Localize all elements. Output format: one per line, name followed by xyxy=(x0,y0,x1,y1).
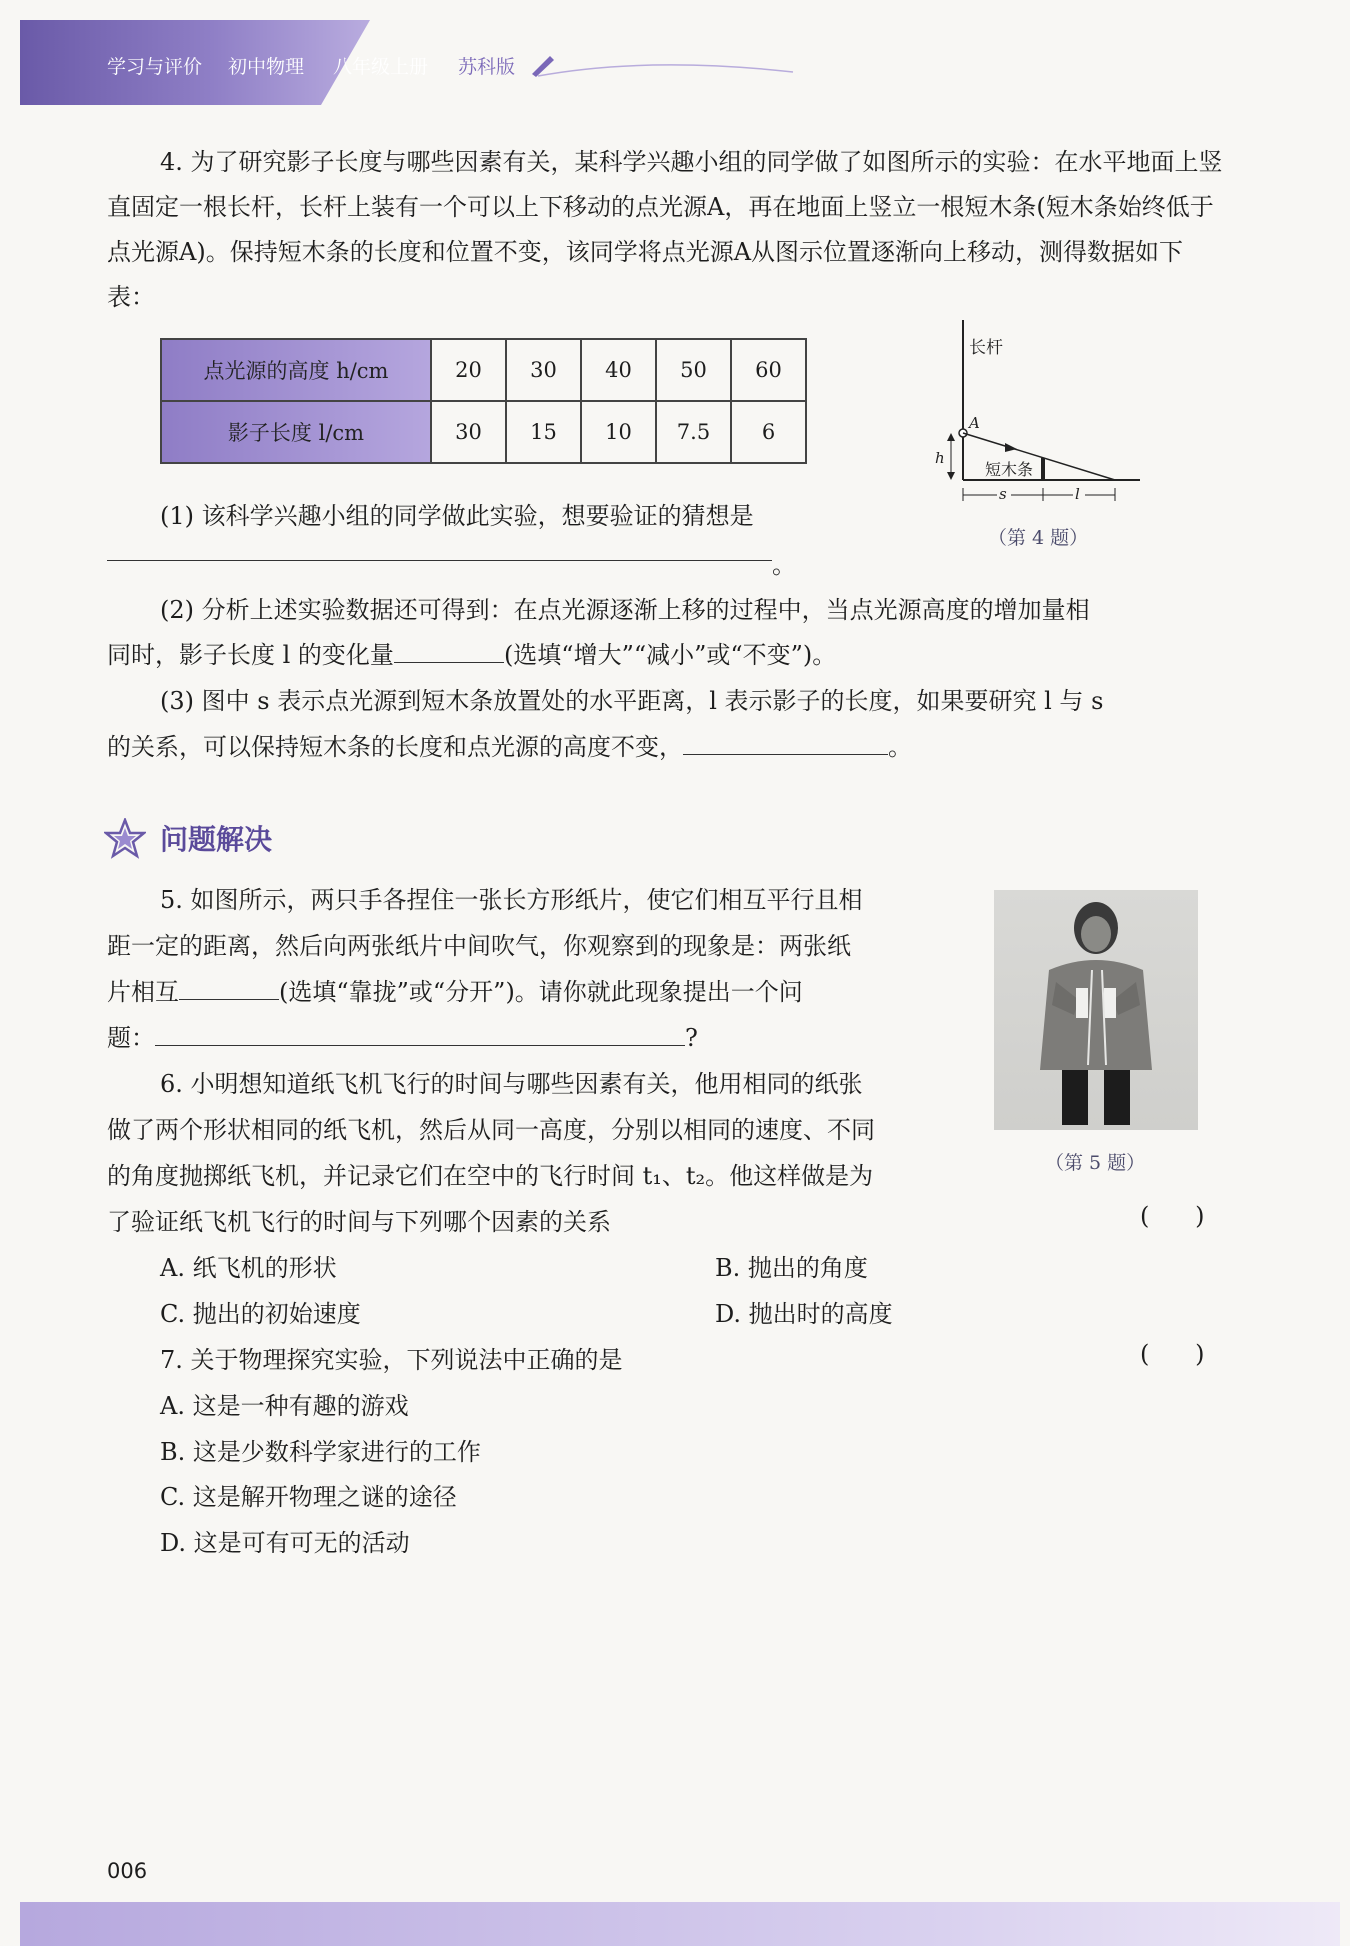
table-row xyxy=(161,401,806,463)
pen-icon xyxy=(528,50,798,80)
page-number: 006 xyxy=(107,1859,148,1883)
q4-sub2-line2: 同时，影子长度 l 的变化量 xyxy=(107,641,394,669)
q7-option-a: A. 这是一种有趣的游戏 xyxy=(160,1392,409,1420)
q5-line1: 5. 如图所示，两只手各捏住一张长方形纸片，使它们相互平行且相 xyxy=(160,886,863,914)
q5-line3-start: 片相互 xyxy=(107,978,179,1006)
q5-question-blank[interactable] xyxy=(155,1023,685,1046)
ray-arrow xyxy=(1005,443,1017,452)
table-cell: 30 xyxy=(431,401,506,463)
table-cell: 30 xyxy=(506,339,581,401)
pole-label: 长杆 xyxy=(969,338,1003,358)
q6-answer-parentheses[interactable]: ( ) xyxy=(1140,1202,1205,1230)
q4-stem: 4. 为了研究影子长度与哪些因素有关，某科学兴趣小组的同学做了如图所示的实验：在水平地面上竖直固定一根长杆，长杆上装有一个可以上下移动的点光源A，再在地面上竖立一根短木条(短木条始终低于点光源A)。保持短木条的长度和位置不变，该同学将点光源A从图示位置逐渐向上移动，测得数据如下表： xyxy=(107,148,1223,311)
q5-answer-blank[interactable] xyxy=(179,977,279,1000)
table-cell: 15 xyxy=(506,401,581,463)
l-label: l xyxy=(1075,485,1080,503)
q6-line3: 的角度抛掷纸飞机，并记录它们在空中的飞行时间 t₁、t₂。他这样做是为 xyxy=(107,1162,874,1190)
section-title: 问题解决 xyxy=(160,823,273,856)
q5-line2: 距一定的距离，然后向两张纸片中间吹气，你观察到的现象是：两张纸 xyxy=(107,932,851,960)
q6-line4: 了验证纸飞机飞行的时间与下列哪个因素的关系 xyxy=(107,1208,611,1236)
header-grade: 八年级上册 xyxy=(333,56,429,78)
table-cell: 6 xyxy=(731,401,806,463)
q4-sub3-line1: (3) 图中 s 表示点光源到短木条放置处的水平距离，l 表示影子的长度，如果要研究 l 与 s xyxy=(160,687,1104,715)
q7-stem: 7. 关于物理探究实验，下列说法中正确的是 xyxy=(160,1346,623,1374)
q6-line1: 6. 小明想知道纸飞机飞行的时间与哪些因素有关，他用相同的纸张 xyxy=(160,1070,863,1098)
table-cell: 10 xyxy=(581,401,656,463)
table-row xyxy=(161,339,806,401)
table-row-label: 影子长度 l/cm xyxy=(161,401,431,463)
q7-option-b: B. 这是少数科学家进行的工作 xyxy=(160,1438,481,1466)
q6-option-b: B. 抛出的角度 xyxy=(715,1254,868,1282)
star-icon xyxy=(104,818,146,860)
q5-line4-start: 题： xyxy=(107,1024,155,1052)
header-edition: 苏科版 xyxy=(458,56,516,78)
q6-line2: 做了两个形状相同的纸飞机，然后从同一高度，分别以相同的速度、不同 xyxy=(107,1116,875,1144)
q4-sub1: (1) 该科学兴趣小组的同学做此实验，想要验证的猜想是 xyxy=(160,502,754,530)
q7-answer-parentheses[interactable]: ( ) xyxy=(1140,1340,1205,1368)
q4-sub2-line1: (2) 分析上述实验数据还可得到：在点光源逐渐上移的过程中，当点光源高度的增加量相 xyxy=(160,596,1090,624)
q4-sub3-line2: 的关系，可以保持短木条的长度和点光源的高度不变， xyxy=(107,733,683,761)
q6-option-a: A. 纸飞机的形状 xyxy=(160,1254,337,1282)
q5-line3-end: (选填“靠拢”或“分开”)。请你就此现象提出一个问 xyxy=(279,978,803,1006)
point-label: A xyxy=(969,414,980,432)
q5-photo-caption: （第 5 题） xyxy=(1045,1152,1146,1174)
q4-sub3-end: 。 xyxy=(888,733,912,761)
q5-line4-end: ? xyxy=(685,1024,698,1052)
person-blowing-paper-illustration xyxy=(994,890,1198,1130)
table-cell: 40 xyxy=(581,339,656,401)
q4-sub1-end: 。 xyxy=(772,551,796,579)
table-cell: 60 xyxy=(731,339,806,401)
table-row-label: 点光源的高度 h/cm xyxy=(161,339,431,401)
footer-band xyxy=(20,1902,1340,1946)
s-label: s xyxy=(999,485,1007,503)
h-label: h xyxy=(935,449,945,467)
q7-option-c: C. 这是解开物理之谜的途径 xyxy=(160,1483,457,1511)
q5-photo xyxy=(994,890,1198,1130)
table-cell: 50 xyxy=(656,339,731,401)
header-book: 学习与评价 xyxy=(107,56,203,78)
q4-figure xyxy=(925,315,1150,505)
table-cell: 7.5 xyxy=(656,401,731,463)
header-level: 初中物理 xyxy=(228,56,305,78)
q4-data-table xyxy=(160,338,807,464)
q6-option-c: C. 抛出的初始速度 xyxy=(160,1300,361,1328)
stick-label: 短木条 xyxy=(985,460,1034,479)
q4-figure-caption: （第 4 题） xyxy=(988,527,1089,549)
q4-sub2-answer-blank[interactable] xyxy=(394,640,504,663)
q7-option-d: D. 这是可有可无的活动 xyxy=(160,1529,410,1557)
q4-sub1-answer-blank[interactable] xyxy=(107,560,772,561)
q4-sub2-options: (选填“增大”“减小”或“不变”)。 xyxy=(503,641,837,669)
q6-option-d: D. 抛出时的高度 xyxy=(715,1300,893,1328)
q4-sub3-answer-blank[interactable] xyxy=(683,732,888,755)
table-cell: 20 xyxy=(431,339,506,401)
